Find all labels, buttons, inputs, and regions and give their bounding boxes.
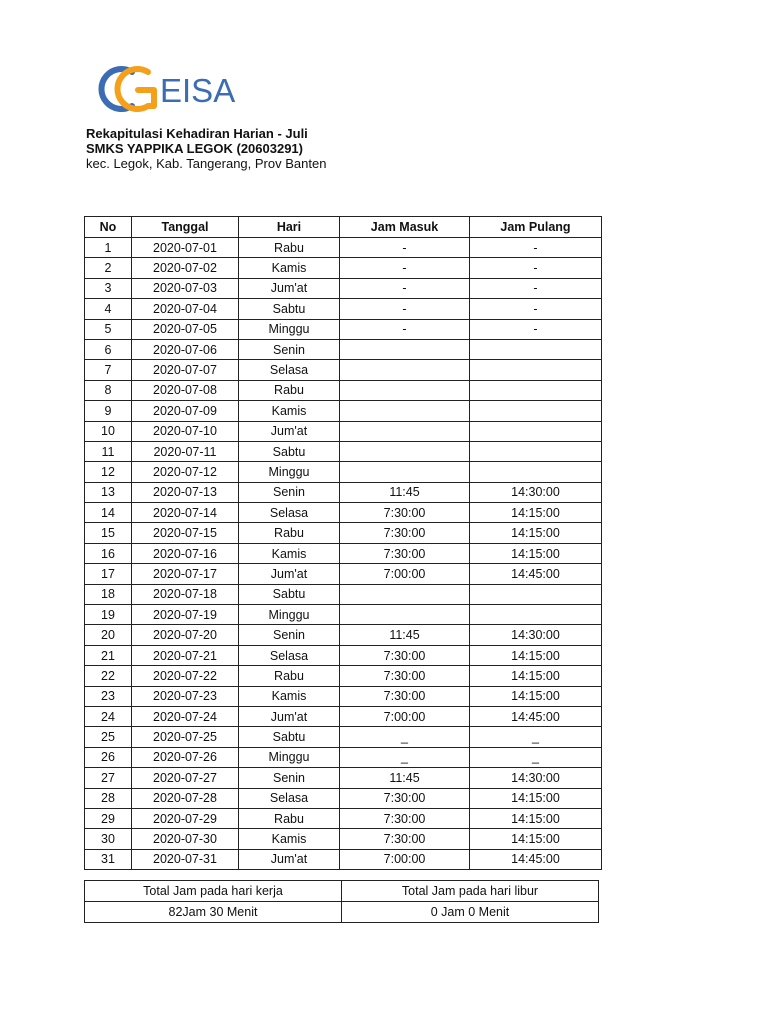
table-row: [85, 564, 602, 584]
cell-hari: Rabu: [239, 523, 340, 543]
cell-tanggal: 2020-07-01: [132, 238, 239, 258]
cell-no: 28: [85, 788, 132, 808]
cell-tanggal: 2020-07-24: [132, 706, 239, 726]
cell-hari: Rabu: [239, 808, 340, 828]
table-row: [85, 299, 602, 319]
cell-jam-pulang: [470, 380, 602, 400]
cell-no: 8: [85, 380, 132, 400]
cell-jam-pulang: [470, 605, 602, 625]
cell-tanggal: 2020-07-18: [132, 584, 239, 604]
cell-tanggal: 2020-07-02: [132, 258, 239, 278]
table-row: [85, 849, 602, 869]
cell-tanggal: 2020-07-13: [132, 482, 239, 502]
cell-jam-masuk: 7:00:00: [340, 564, 470, 584]
cell-jam-pulang: 14:15:00: [470, 808, 602, 828]
cell-no: 9: [85, 401, 132, 421]
cell-tanggal: 2020-07-12: [132, 462, 239, 482]
cell-hari: Kamis: [239, 686, 340, 706]
cell-jam-pulang: 14:45:00: [470, 706, 602, 726]
cell-jam-pulang: [470, 421, 602, 441]
total-work-label: Total Jam pada hari kerja: [85, 881, 342, 902]
cell-no: 17: [85, 564, 132, 584]
cell-tanggal: 2020-07-25: [132, 727, 239, 747]
cell-jam-pulang: -: [470, 238, 602, 258]
cell-jam-masuk: 11:45: [340, 768, 470, 788]
cell-no: 18: [85, 584, 132, 604]
cell-jam-masuk: 7:00:00: [340, 706, 470, 726]
cell-tanggal: 2020-07-11: [132, 441, 239, 461]
logo-text: EISA: [160, 72, 236, 109]
cell-jam-pulang: 14:30:00: [470, 768, 602, 788]
cell-hari: Selasa: [239, 360, 340, 380]
cell-jam-pulang: _: [470, 747, 602, 767]
cell-jam-masuk: [340, 462, 470, 482]
cell-jam-pulang: 14:45:00: [470, 564, 602, 584]
table-row: [85, 706, 602, 726]
table-row: [85, 401, 602, 421]
cell-no: 13: [85, 482, 132, 502]
table-row: [85, 360, 602, 380]
cell-jam-pulang: -: [470, 258, 602, 278]
cell-no: 19: [85, 605, 132, 625]
cell-hari: Sabtu: [239, 299, 340, 319]
table-row: [85, 339, 602, 359]
cell-jam-masuk: [340, 380, 470, 400]
table-row: [85, 523, 602, 543]
cell-jam-masuk: [340, 360, 470, 380]
cell-hari: Sabtu: [239, 727, 340, 747]
cell-no: 30: [85, 829, 132, 849]
cell-hari: Selasa: [239, 645, 340, 665]
cell-jam-masuk: 7:30:00: [340, 503, 470, 523]
cell-hari: Sabtu: [239, 441, 340, 461]
cell-tanggal: 2020-07-15: [132, 523, 239, 543]
cell-jam-masuk: 7:30:00: [340, 788, 470, 808]
cell-jam-masuk: -: [340, 299, 470, 319]
cell-no: 21: [85, 645, 132, 665]
table-row: [85, 788, 602, 808]
cell-tanggal: 2020-07-31: [132, 849, 239, 869]
cell-hari: Senin: [239, 339, 340, 359]
cell-no: 25: [85, 727, 132, 747]
table-row: [85, 258, 602, 278]
header-tanggal: Tanggal: [132, 217, 239, 238]
cell-no: 14: [85, 503, 132, 523]
cell-jam-pulang: [470, 584, 602, 604]
cell-tanggal: 2020-07-19: [132, 605, 239, 625]
cell-jam-pulang: 14:15:00: [470, 523, 602, 543]
cell-jam-pulang: -: [470, 319, 602, 339]
cell-no: 24: [85, 706, 132, 726]
cell-tanggal: 2020-07-26: [132, 747, 239, 767]
cell-jam-pulang: [470, 360, 602, 380]
cell-hari: Rabu: [239, 380, 340, 400]
cell-jam-pulang: 14:15:00: [470, 543, 602, 563]
cell-hari: Kamis: [239, 543, 340, 563]
table-row: [85, 319, 602, 339]
cell-hari: Senin: [239, 625, 340, 645]
table-row: [85, 727, 602, 747]
cell-jam-masuk: 7:30:00: [340, 666, 470, 686]
cell-hari: Jum'at: [239, 564, 340, 584]
cell-tanggal: 2020-07-30: [132, 829, 239, 849]
total-holiday-label: Total Jam pada hari libur: [342, 881, 599, 902]
table-row: [85, 380, 602, 400]
table-row: [85, 768, 602, 788]
header-no: No: [85, 217, 132, 238]
total-work-value: 82Jam 30 Menit: [85, 902, 342, 923]
totals-table: [84, 880, 599, 923]
school-name: SMKS YAPPIKA LEGOK (20603291): [86, 141, 303, 156]
total-holiday-value: 0 Jam 0 Menit: [342, 902, 599, 923]
cell-tanggal: 2020-07-23: [132, 686, 239, 706]
cell-tanggal: 2020-07-06: [132, 339, 239, 359]
cell-hari: Senin: [239, 482, 340, 502]
cell-tanggal: 2020-07-10: [132, 421, 239, 441]
cell-tanggal: 2020-07-27: [132, 768, 239, 788]
cell-no: 1: [85, 238, 132, 258]
attendance-table: [84, 216, 602, 870]
cell-no: 7: [85, 360, 132, 380]
cell-tanggal: 2020-07-21: [132, 645, 239, 665]
cell-jam-masuk: _: [340, 727, 470, 747]
cell-no: 10: [85, 421, 132, 441]
cell-no: 15: [85, 523, 132, 543]
table-row: [85, 605, 602, 625]
cell-jam-masuk: 7:30:00: [340, 808, 470, 828]
school-address: kec. Legok, Kab. Tangerang, Prov Banten: [86, 156, 327, 171]
cell-no: 23: [85, 686, 132, 706]
cell-jam-masuk: _: [340, 747, 470, 767]
cell-jam-masuk: [340, 401, 470, 421]
cell-no: 29: [85, 808, 132, 828]
cell-hari: Selasa: [239, 503, 340, 523]
cell-no: 31: [85, 849, 132, 869]
cell-jam-masuk: -: [340, 238, 470, 258]
cell-tanggal: 2020-07-07: [132, 360, 239, 380]
cell-tanggal: 2020-07-05: [132, 319, 239, 339]
table-header-row: [85, 217, 602, 238]
cell-jam-pulang: 14:15:00: [470, 666, 602, 686]
cell-tanggal: 2020-07-29: [132, 808, 239, 828]
table-row: [85, 645, 602, 665]
cell-jam-masuk: 7:30:00: [340, 645, 470, 665]
cell-tanggal: 2020-07-04: [132, 299, 239, 319]
cell-hari: Minggu: [239, 747, 340, 767]
table-row: [85, 421, 602, 441]
cell-no: 3: [85, 278, 132, 298]
cell-tanggal: 2020-07-20: [132, 625, 239, 645]
cell-hari: Rabu: [239, 238, 340, 258]
cell-jam-masuk: 7:00:00: [340, 849, 470, 869]
table-row: [85, 625, 602, 645]
cell-jam-masuk: -: [340, 258, 470, 278]
cell-jam-masuk: [340, 339, 470, 359]
header-hari: Hari: [239, 217, 340, 238]
cell-no: 6: [85, 339, 132, 359]
cell-jam-pulang: _: [470, 727, 602, 747]
cell-jam-masuk: 7:30:00: [340, 686, 470, 706]
cell-no: 4: [85, 299, 132, 319]
table-row: [85, 543, 602, 563]
cell-jam-masuk: [340, 421, 470, 441]
table-row: [85, 238, 602, 258]
cell-tanggal: 2020-07-03: [132, 278, 239, 298]
cell-jam-pulang: [470, 462, 602, 482]
cell-tanggal: 2020-07-08: [132, 380, 239, 400]
cell-no: 22: [85, 666, 132, 686]
cell-jam-pulang: -: [470, 278, 602, 298]
cell-hari: Minggu: [239, 319, 340, 339]
report-title: Rekapitulasi Kehadiran Harian - Juli: [86, 126, 308, 141]
cell-no: 16: [85, 543, 132, 563]
table-row: [85, 747, 602, 767]
cell-hari: Jum'at: [239, 421, 340, 441]
cell-tanggal: 2020-07-09: [132, 401, 239, 421]
cell-jam-masuk: [340, 605, 470, 625]
cell-tanggal: 2020-07-17: [132, 564, 239, 584]
table-row: [85, 829, 602, 849]
report-header: [86, 126, 326, 171]
cell-jam-pulang: 14:15:00: [470, 645, 602, 665]
cell-hari: Kamis: [239, 829, 340, 849]
cell-hari: Senin: [239, 768, 340, 788]
table-row: [85, 462, 602, 482]
table-row: [85, 503, 602, 523]
cell-jam-pulang: [470, 441, 602, 461]
cell-hari: Jum'at: [239, 278, 340, 298]
cell-jam-masuk: 11:45: [340, 625, 470, 645]
cell-hari: Rabu: [239, 666, 340, 686]
cell-hari: Kamis: [239, 401, 340, 421]
cell-jam-masuk: -: [340, 278, 470, 298]
table-row: [85, 441, 602, 461]
cell-jam-masuk: 11:45: [340, 482, 470, 502]
cell-no: 12: [85, 462, 132, 482]
cell-jam-pulang: 14:15:00: [470, 686, 602, 706]
attendance-body: [85, 238, 602, 870]
cell-tanggal: 2020-07-28: [132, 788, 239, 808]
cell-jam-masuk: 7:30:00: [340, 829, 470, 849]
cell-no: 2: [85, 258, 132, 278]
cell-no: 26: [85, 747, 132, 767]
table-row: [85, 584, 602, 604]
cell-jam-pulang: 14:15:00: [470, 788, 602, 808]
table-row: [85, 278, 602, 298]
cell-jam-masuk: 7:30:00: [340, 523, 470, 543]
table-row: [85, 808, 602, 828]
geisa-logo: [92, 62, 272, 114]
table-row: [85, 482, 602, 502]
cell-no: 11: [85, 441, 132, 461]
cell-hari: Selasa: [239, 788, 340, 808]
cell-hari: Kamis: [239, 258, 340, 278]
table-row: [85, 666, 602, 686]
cell-hari: Minggu: [239, 605, 340, 625]
cell-jam-masuk: -: [340, 319, 470, 339]
cell-hari: Jum'at: [239, 706, 340, 726]
table-row: [85, 686, 602, 706]
header-jam-pulang: Jam Pulang: [470, 217, 602, 238]
cell-tanggal: 2020-07-16: [132, 543, 239, 563]
cell-hari: Minggu: [239, 462, 340, 482]
cell-tanggal: 2020-07-14: [132, 503, 239, 523]
cell-jam-pulang: [470, 339, 602, 359]
cell-jam-masuk: [340, 584, 470, 604]
cell-jam-pulang: 14:30:00: [470, 482, 602, 502]
cell-no: 20: [85, 625, 132, 645]
cell-jam-pulang: [470, 401, 602, 421]
cell-no: 5: [85, 319, 132, 339]
cell-jam-pulang: 14:15:00: [470, 829, 602, 849]
cell-jam-pulang: 14:30:00: [470, 625, 602, 645]
header-jam-masuk: Jam Masuk: [340, 217, 470, 238]
cell-jam-pulang: -: [470, 299, 602, 319]
cell-hari: Jum'at: [239, 849, 340, 869]
cell-jam-masuk: [340, 441, 470, 461]
cell-jam-pulang: 14:45:00: [470, 849, 602, 869]
cell-jam-pulang: 14:15:00: [470, 503, 602, 523]
cell-jam-masuk: 7:30:00: [340, 543, 470, 563]
cell-no: 27: [85, 768, 132, 788]
cell-hari: Sabtu: [239, 584, 340, 604]
cell-tanggal: 2020-07-22: [132, 666, 239, 686]
